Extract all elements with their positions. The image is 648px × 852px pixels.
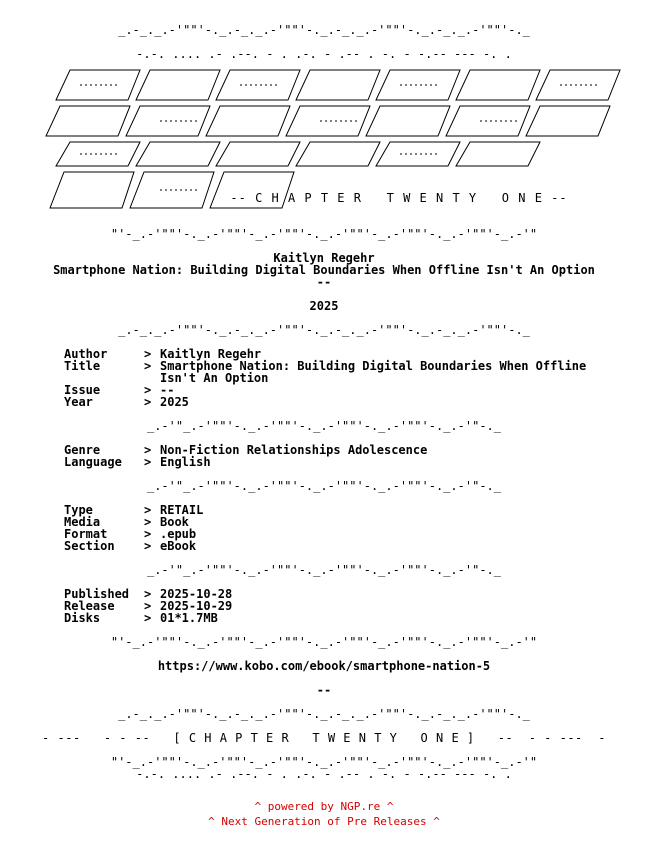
link-tilde: -- [316, 683, 332, 697]
arrow-icon: > [144, 395, 152, 409]
separator-short-2: _.-'"_.-'""'-._.-'""'-._.-'""'-._.-'""'-._.-'"-._ [146, 479, 501, 493]
separator-short-1: _.-'"_.-'""'-._.-'""'-._.-'""'-._.-'""'-._.-'"-._ [146, 419, 501, 433]
arrow-icon: > [144, 515, 152, 529]
info-genre-value: Non-Fiction Relationships Adolescence [160, 443, 428, 457]
info-disks-value: 01*1.7MB [160, 611, 218, 625]
separator-short-3: _.-'"_.-'""'-._.-'""'-._.-'""'-._.-'""'-._.-'"-._ [146, 563, 501, 577]
footer-powered: ^ powered by NGP.re ^ [254, 800, 394, 813]
arrow-icon: > [144, 383, 152, 397]
arrow-icon: > [144, 611, 152, 625]
arrow-icon: > [144, 539, 152, 553]
info-release-value: 2025-10-29 [160, 599, 233, 613]
info-year-key: Year [64, 395, 93, 409]
top-wave-line: _.-_._.-'""'-._.-_._.-'""'-._.-_._.-'""'-._.-_._.-'""'-._ [118, 23, 530, 37]
info-title-row [64, 360, 586, 372]
info-published-key: Published [64, 587, 130, 601]
info-format-key: Format [64, 527, 108, 541]
info-author-value: Kaitlyn Regehr [160, 347, 262, 361]
arrow-icon: > [144, 587, 152, 601]
separator-wave-3: _.-_._.-'""'-._.-_._.-'""'-._.-_._.-'""'-._.-_._.-'""'-._ [118, 707, 530, 721]
chapter-bar: - --- - - -- [ C H A P T E R T W E N T Y O N E ] -- - - --- - [42, 731, 606, 745]
info-author-key: Author [64, 347, 108, 361]
info-language-key: Language [64, 455, 122, 469]
arrow-icon: > [144, 347, 152, 361]
info-title-value-1: Smartphone Nation: Building Digital Boundaries When Offline [160, 359, 587, 373]
info-media-key: Media [64, 515, 101, 529]
header-title: Smartphone Nation: Building Digital Boundaries When Offline Isn't An Option [53, 263, 595, 277]
info-type-key: Type [64, 503, 93, 517]
info-release-key: Release [64, 599, 115, 613]
info-published-value: 2025-10-28 [160, 587, 233, 601]
info-section-value: eBook [160, 539, 197, 553]
info-type-value: RETAIL [160, 503, 204, 517]
info-year-row [64, 396, 189, 408]
info-language-row [64, 456, 211, 468]
info-issue-value: -- [160, 383, 175, 397]
logo-bottom-wave: "'-_.-'""'-._.-'""'-_.-'""'-._.-'""'-_.-'""'-._.-'""'-_.-'" [110, 227, 538, 241]
kobo-link[interactable] [0, 660, 648, 672]
info-year-value: 2025 [160, 395, 189, 409]
info-genre-key: Genre [64, 443, 101, 457]
separator-wave-1: _.-_._.-'""'-._.-_._.-'""'-._.-_._.-'""'-._.-_._.-'""'-._ [118, 323, 530, 337]
arrow-icon: > [144, 359, 152, 373]
info-title-key: Title [64, 359, 101, 373]
arrow-icon: > [144, 527, 152, 541]
info-issue-key: Issue [64, 383, 101, 397]
bottom-morse-line: -.-. .... .- .--. - . .-. - .-- . -. - -.-- --- -. . [136, 767, 512, 781]
info-title-value-2: Isn't An Option [160, 371, 269, 385]
header-year: 2025 [309, 299, 339, 313]
logo-chapter-tag: -- C H A P T E R T W E N T Y O N E -- [230, 191, 568, 205]
arrow-icon: > [144, 455, 152, 469]
arrow-icon: > [144, 599, 152, 613]
info-section-key: Section [64, 539, 115, 553]
arrow-icon: > [144, 443, 152, 457]
arrow-icon: > [144, 503, 152, 517]
info-format-value: .epub [160, 527, 197, 541]
info-media-value: Book [160, 515, 189, 529]
info-disks-key: Disks [64, 611, 101, 625]
kobo-link-anchor[interactable]: https://www.kobo.com/ebook/smartphone-nation-5 [157, 659, 491, 673]
footer-tagline: ^ Next Generation of Pre Releases ^ [208, 815, 440, 828]
header-author: Kaitlyn Regehr [273, 251, 375, 265]
info-language-value: English [160, 455, 211, 469]
separator-wave-2: "'-_.-'""'-._.-'""'-_.-'""'-._.-'""'-_.-'""'-._.-'""'-_.-'" [110, 635, 538, 649]
bottom-wave-line: "'-_.-'""'-._.-'""'-_.-'""'-._.-'""'-_.-'""'-._.-'""'-_.-'" [110, 755, 538, 769]
info-disks-row [64, 612, 218, 624]
top-morse-line: -.-. .... .- .--. - . .-. - .-- . -. - -.-- --- -. . [136, 47, 512, 61]
info-section-row [64, 540, 196, 552]
header-issue: -- [316, 275, 332, 289]
